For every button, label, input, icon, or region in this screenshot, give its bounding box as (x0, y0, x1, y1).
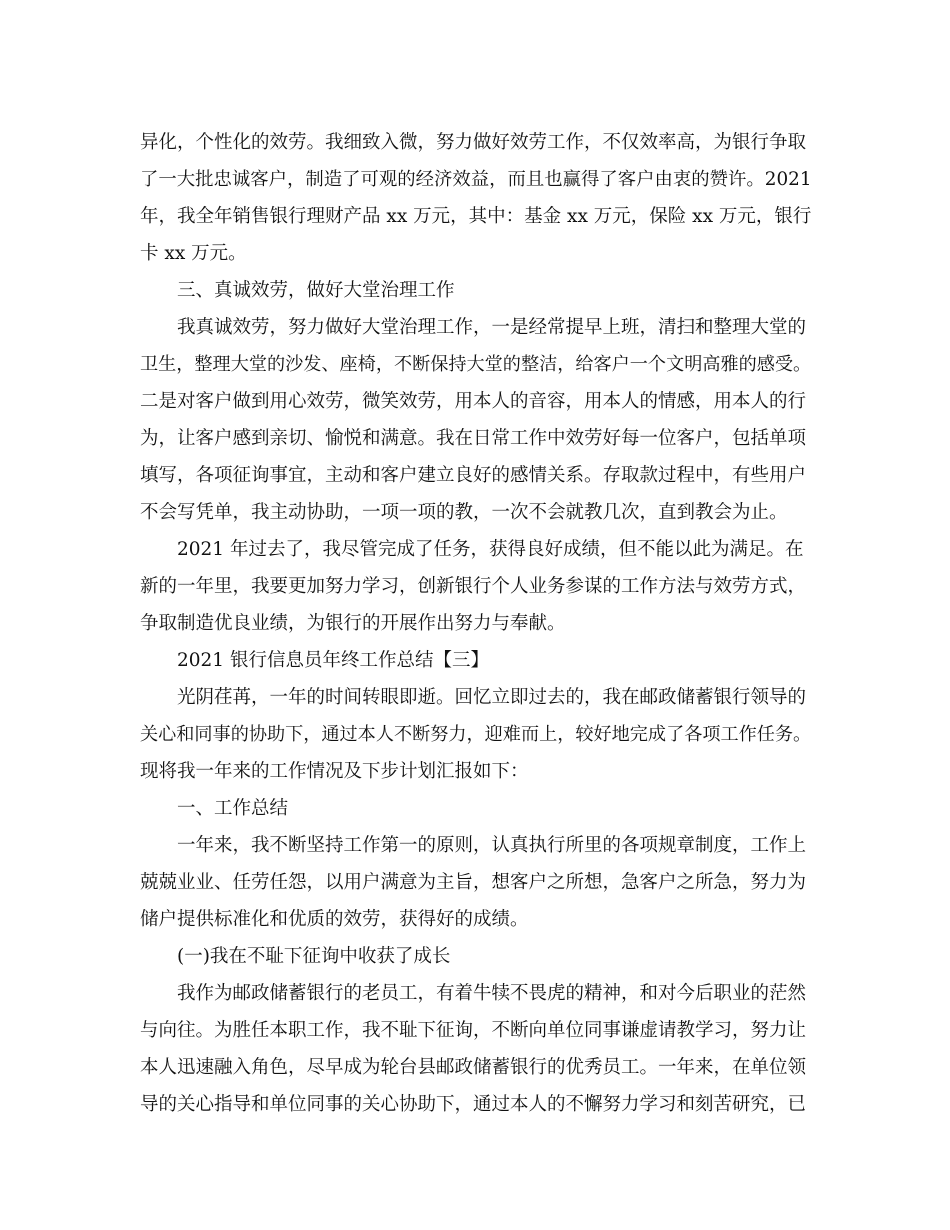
text-line: 我作为邮政储蓄银行的老员工，有着牛犊不畏虎的精神，和对今后职业的茫然 (177, 983, 807, 1004)
text-line: 二是对客户做到用心效劳，微笑效劳，用本人的音容，用本人的情感，用本人的行 (140, 391, 807, 412)
text-line: 2021 年过去了，我尽管完成了任务，获得良好成绩，但不能以此为满足。在 (177, 539, 804, 560)
text-line: 填写，各项征询事宜，主动和客户建立良好的感情关系。存取款过程中，有些用户 (140, 465, 807, 486)
section-heading: 三、真诚效劳，做好大堂治理工作 (177, 280, 455, 301)
section-heading: 一、工作总结 (177, 798, 289, 819)
text-line: 储户提供标准化和优质的效劳，获得好的成绩。 (140, 909, 529, 930)
subsection-heading: (一)我在不耻下征询中收获了成长 (177, 946, 451, 967)
text-line: 关心和同事的协助下，通过本人不断努力，迎难而上，较好地完成了各项工作任务。 (140, 724, 812, 745)
text-line: 现将我一年来的工作情况及下步计划汇报如下： (140, 761, 529, 782)
text-line: 我真诚效劳，努力做好大堂治理工作，一是经常提早上班，清扫和整理大堂的 (177, 317, 807, 338)
text-line: 年，我全年销售银行理财产品 xx 万元，其中：基金 xx 万元，保险 xx 万元，银行 (140, 206, 812, 227)
text-line: 为，让客户感到亲切、愉悦和满意。我在日常工作中效劳好每一位客户，包括单项 (140, 428, 807, 449)
text-line: 了一大批忠诚客户，制造了可观的经济效益，而且也赢得了客户由衷的赞许。2021 (140, 169, 812, 190)
text-line: 异化，个性化的效劳。我细致入微，努力做好效劳工作，不仅效率高，为银行争取 (140, 132, 807, 153)
text-line: 一年来，我不断坚持工作第一的原则，认真执行所里的各项规章制度，工作上 (177, 835, 807, 856)
text-line: 光阴荏苒，一年的时间转眼即逝。回忆立即过去的，我在邮政储蓄银行领导的 (177, 687, 807, 708)
text-line: 卡 xx 万元。 (140, 243, 247, 264)
text-line: 争取制造优良业绩，为银行的开展作出努力与奉献。 (140, 613, 566, 634)
text-line: 不会写凭单，我主动协助，一项一项的教，一次不会就教几次，直到教会为止。 (140, 502, 788, 523)
text-line: 导的关心指导和单位同事的关心协助下，通过本人的不懈努力学习和刻苦研究，已 (140, 1094, 807, 1115)
text-line: 新的一年里，我要更加努力学习，创新银行个人业务参谋的工作方法与效劳方式， (140, 576, 807, 597)
text-line: 本人迅速融入角色，尽早成为轮台县邮政储蓄银行的优秀员工。一年来，在单位领 (140, 1057, 807, 1078)
text-line: 卫生，整理大堂的沙发、座椅，不断保持大堂的整洁，给客户一个文明高雅的感受。 (140, 354, 812, 375)
document-title: 2021 银行信息员年终工作总结【三】 (177, 650, 489, 671)
text-line: 兢兢业业、任劳任怨，以用户满意为主旨，想客户之所想，急客户之所急，努力为 (140, 872, 807, 893)
text-line: 与向往。为胜任本职工作，我不耻下征询，不断向单位同事谦虚请教学习，努力让 (140, 1020, 807, 1041)
